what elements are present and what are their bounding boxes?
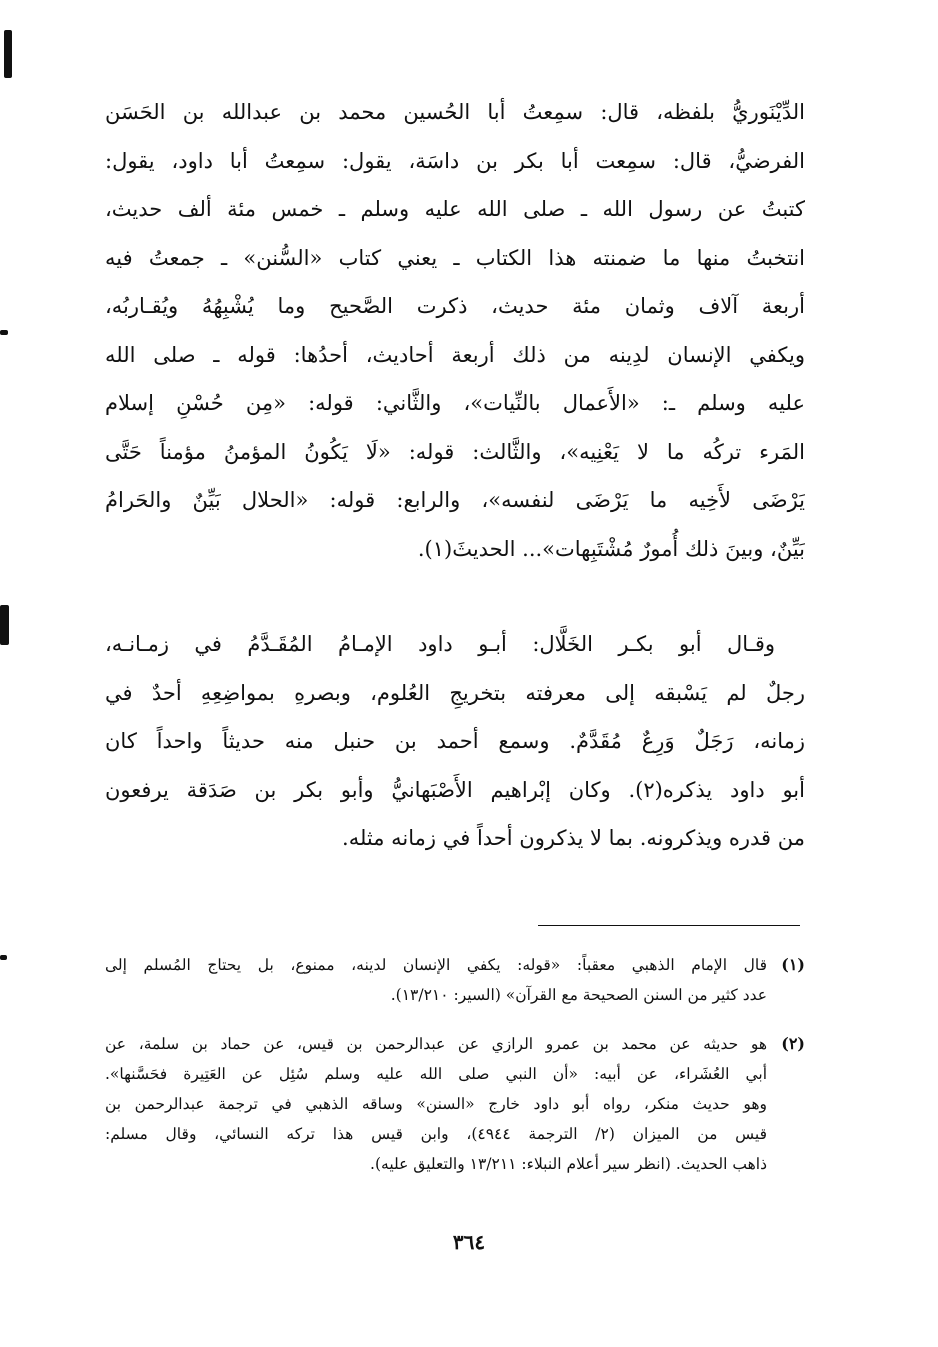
paragraph-line: أبو داود يذكره(٢). وكان إبْراهيم الأَصْبَهانيُّ وأبو بكر بن صَدَقة يرفعون — [105, 777, 805, 802]
paragraph-line: يَرْضَى لأَخِيه ما يَرْضَى لنفسه»، والرابع: قوله: «الحلال بَيِّنٌ والحَرامُ — [105, 488, 805, 512]
footnote-line: قيس من الميزان (٢/ الترجمة ٤٩٤٤)، وابن قيس هذا تركه النسائي، وقال مسلم: — [105, 1125, 767, 1143]
paragraph-line: وقـال أبو بكـر الخَلَّال: أبـو داود الإمـامُ المُقَـدَّمُ في زمـانـه، — [105, 632, 775, 656]
footnote-line: وهو حديث منكر، رواه أبو داود خارج «السنن» وساقه الذهبي في ترجمة عبدالرحمن بن — [105, 1095, 767, 1113]
footnote-line: ذاهب الحديث. (انظر سير أعلام النبلاء: ١٣/٢١١ والتعليق عليه). — [370, 1155, 767, 1173]
page-number: ٣٦٤ — [452, 1230, 486, 1254]
footnote-line: عدد كثير من السنن الصحيحة مع القرآن» (السير: ١٣/٢١٠). — [390, 986, 767, 1004]
paragraph-line: بَيِّنٌ، وبينَ ذلك أُمورٌ مُشْتَبِهات»... الحديثَ(١). — [417, 536, 805, 561]
paragraph-line: المَرء تركُه ما لا يَعْنِيه»، والثَّالث: قوله: «لَا يَكُونُ المؤمنُ مؤمناً حَتَّى — [105, 439, 805, 464]
scan-edge-mark — [0, 955, 7, 960]
paragraph-line: الدِّيْنَوريُّ بلفظه، قال: سمِعتُ أبا الحُسين محمد بن عبدالله بن الحَسَن — [105, 100, 805, 124]
paragraph-line: من قدره ويذكرونه. بما لا يذكرون أحداً في زمانه مثله. — [342, 826, 805, 850]
footnote-line: قال الإمام الذهبي معقباً: «قوله: يكفي الإنسان لدينه، ممنوع، بل يحتاج المُسلم إلى — [105, 956, 767, 974]
footnote-line: هو حديثه عن محمد بن عمرو الرازي عن عبدالرحمن بن قيس، عن حماد بن سلمة، عن — [105, 1035, 767, 1053]
main-paragraph-1 — [105, 88, 805, 573]
footnote-1 — [105, 950, 805, 1010]
scan-edge-mark — [0, 605, 9, 645]
paragraph-line: أربعة آلاف وثمان مئة حديث، ذكرت الصَّحيح وما يُشْبِهُهُ ويُقـاربُه، — [105, 294, 805, 318]
footnote-number: (١) — [781, 955, 805, 974]
paragraph-line: عليه وسلم ـ: «الأَعمال بالنِّيات»، والثَّاني: قوله: «مِن حُسْنِ إسلام — [105, 391, 805, 415]
footnote-line: أبي العُشَراء، عن أبيه: «أن النبي صلى الله عليه وسلم سُئِل عن العَتِيرة فحَسَّنها». — [105, 1065, 767, 1083]
paragraph-line: الفرضيُّ، قال: سمِعت أبا بكر بن داسَة، يقول: سمِعتُ أبا داود، يقول: — [105, 148, 805, 173]
paragraph-line: ويكفي الإنسان لدِينه من ذلك أربعة أحاديث، أحدُها: قوله ـ صلى الله — [105, 342, 805, 367]
footnote-2 — [105, 1029, 805, 1179]
main-paragraph-2 — [105, 620, 805, 863]
paragraph-line: رجلٌ لم يَسْبقه إلى معرفته بتخريجِ العُلوم، وبصرهِ بمواضِعِهِ أحدٌ في — [105, 680, 805, 705]
footnote-divider — [538, 925, 800, 926]
scan-edge-mark — [4, 30, 12, 78]
footnote-number: (٢) — [781, 1034, 805, 1053]
scan-edge-mark — [0, 330, 8, 335]
paragraph-line: زمانه، رَجَلٌ وَرِعٌ مُقَدَّمٌ. وسمع أحمد بن حنبل منه حديثاً واحداً كان — [105, 729, 805, 753]
paragraph-line: انتخبتُ منها ما ضمنته هذا الكتاب ـ يعني كتاب «السُّنن» ـ جمعتُ فيه — [105, 245, 805, 270]
paragraph-line: كتبتُ عن رسول الله ـ صلى الله عليه وسلم ـ خمس مئة ألف حديث، — [105, 197, 805, 221]
